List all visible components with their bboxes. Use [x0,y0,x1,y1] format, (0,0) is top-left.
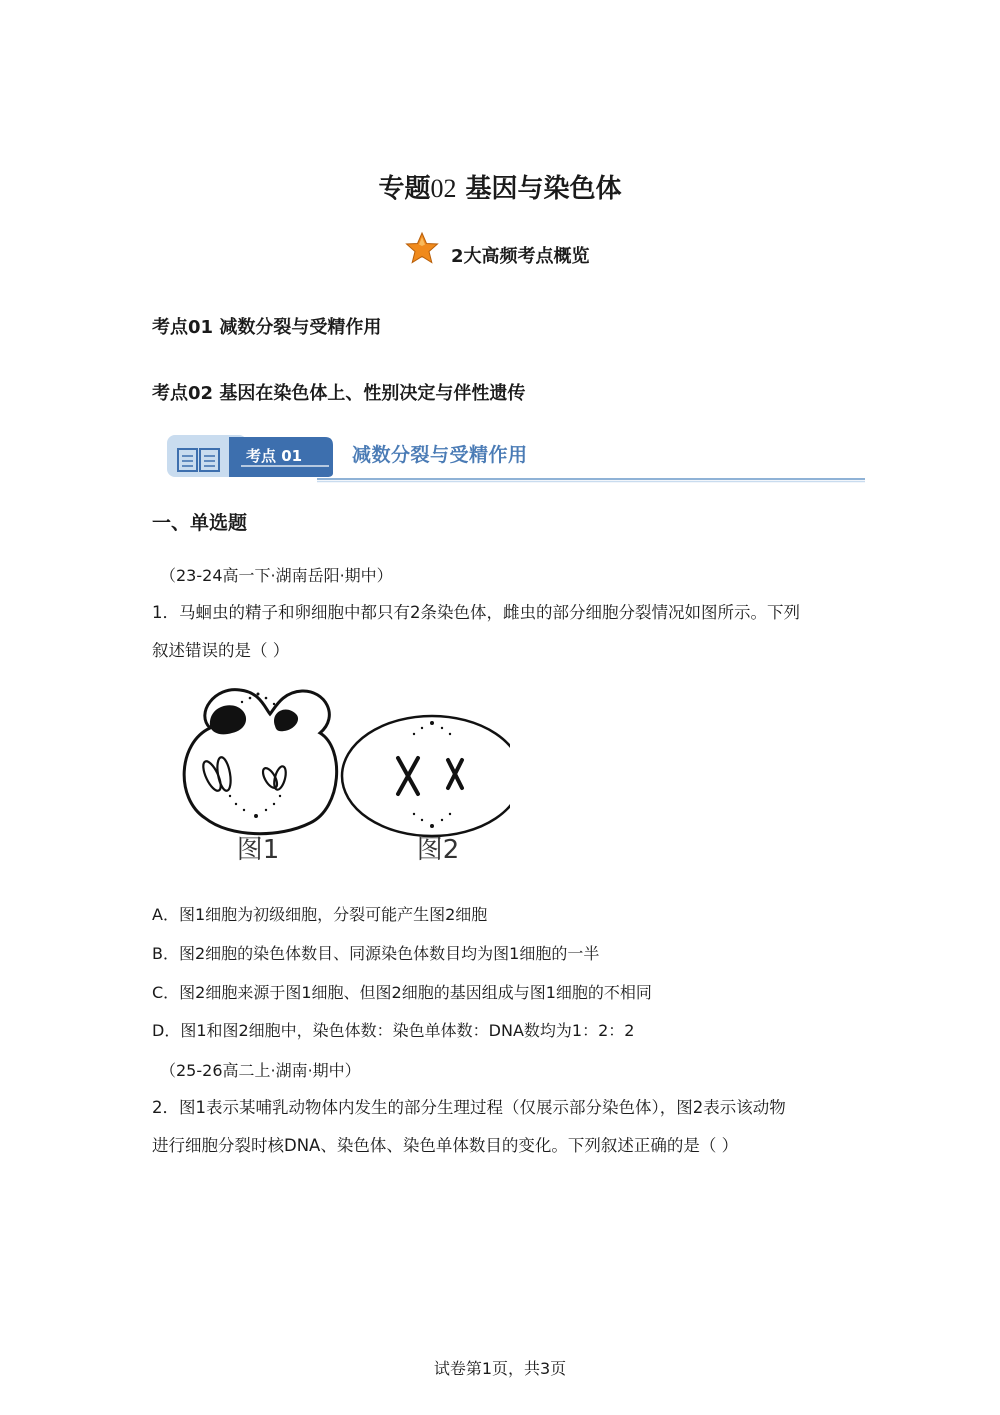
key-point-1: 考点01 减数分裂与受精作用 [152,317,382,338]
star-icon [405,231,439,265]
banner-tag: 考点 01 [246,447,303,465]
title-suffix: 基因与染色体 [465,174,622,204]
overview-line [405,228,590,268]
key-point-2: 考点02 基因在染色体上、性别决定与伴性遗传 [152,383,526,404]
q2-stem-line-1: 2．图1表示某哺乳动物体内发生的部分生理过程（仅展示部分染色体），图2表示该动物 [152,1098,786,1117]
q1-option-a: A．图1细胞为初级细胞，分裂可能产生图2细胞 [152,905,488,924]
q1-option-c: C．图2细胞来源于图1细胞、但图2细胞的基因组成与图1细胞的不相同 [152,983,652,1002]
q1-option-b: B．图2细胞的染色体数目、同源染色体数目均为图1细胞的一半 [152,944,600,963]
title-number: 02 [430,174,457,203]
q1-stem-line-2: 叙述错误的是（ ） [152,641,290,660]
q2-stem [152,1089,852,1165]
q1-stem [152,594,852,670]
title-prefix: 专题 [378,174,431,204]
overview-label: 2大高频考点概览 [451,246,590,267]
book-icon [177,447,221,473]
figure-1-label: 图1 [236,835,280,865]
banner-title: 减数分裂与受精作用 [352,444,528,466]
q1-stem-line-1: 1．马蛔虫的精子和卵细胞中都只有2条染色体，雌虫的部分细胞分裂情况如图所示。下列 [152,603,800,622]
q2-source: （25-26高二上·湖南·期中） [160,1061,361,1080]
page-title [0,168,1000,205]
page-footer: 试卷第1页，共3页 [433,1359,567,1378]
figure-2-label: 图2 [416,835,460,865]
q1-option-d: D．图1和图2细胞中，染色体数：染色单体数：DNA数均为1：2：2 [152,1021,635,1040]
q1-source: （23-24高一下·湖南岳阳·期中） [160,566,393,585]
section-heading: 一、单选题 [152,512,248,534]
cell-division-figure [170,678,510,868]
q2-stem-line-2: 进行细胞分裂时核DNA、染色体、染色单体数目的变化。下列叙述正确的是（ ） [152,1136,739,1155]
